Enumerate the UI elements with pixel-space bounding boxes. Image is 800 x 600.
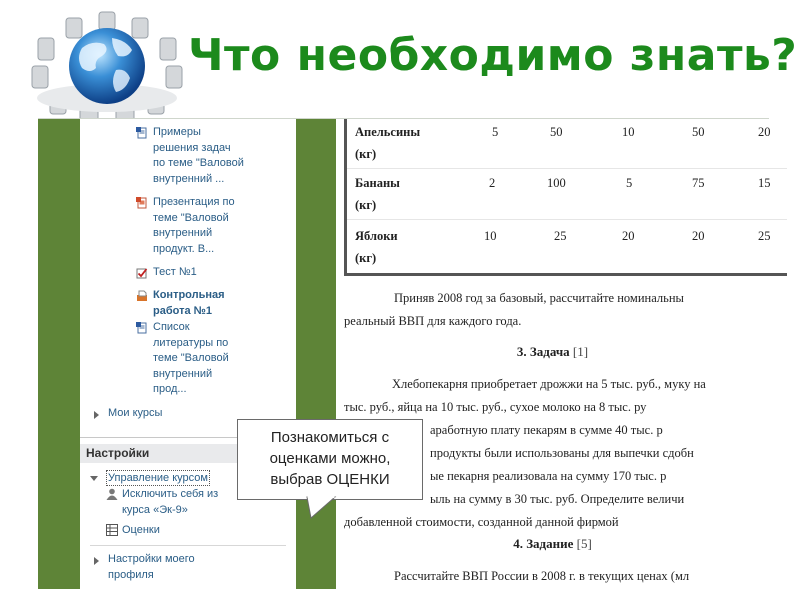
table-row-divider — [347, 168, 787, 169]
paragraph-base-year: Приняв 2008 год за базовый, рассчитайте номинальны реальный ВВП для каждого года. — [344, 291, 684, 328]
slide-title: Что необходимо знать? — [188, 30, 798, 81]
assignment-icon — [136, 290, 148, 302]
document-icon — [136, 322, 148, 334]
table-row-divider — [347, 219, 787, 220]
collapse-arrow-icon — [90, 476, 98, 481]
callout-pointer — [307, 497, 343, 519]
fruit-table: Апельсины (кг) 5 50 10 50 20 Бананы (кг) 2 100 5 75 15 Яблоки (кг) 10 25 20 20 25 — [344, 119, 787, 276]
moodle-screenshot — [38, 118, 769, 589]
navigation-pane: Примеры решения задач по теме "Валовой внутренний ... Презентация по теме "Валовой внутренний продукт. В... Тест №1 Контрольная работа №1 Список литературы по теме "Валовой внутренний прод... Мои курсы Настройки Управление курсом Исключить себя из курса «Эк-9» Оценки Настройки моего профиля — [80, 119, 296, 589]
presentation-icon — [136, 197, 148, 209]
globe-meeting-logo — [20, 8, 195, 126]
user-icon — [106, 488, 118, 500]
document-icon — [136, 127, 148, 139]
settings-block: Настройки Управление курсом Исключить себя из курса «Эк-9» Оценки Настройки моего профиля — [80, 437, 296, 590]
expand-arrow-icon — [94, 557, 99, 565]
paragraph-russia-gdp: Рассчитайте ВВП России в 2008 г. в текущих ценах (мл — [394, 569, 690, 583]
callout-box: Познакомиться с оценками можно, выбрав ОЦЕНКИ — [237, 419, 423, 500]
paragraph-bakery: Хлебопекарня приобретает дрожжи на 5 тыс. руб., муку на тыс. руб., яйца на 10 тыс. руб., сухое молоко на 8 тыс. ру аработную плату пекарям в сумме 40 тыс. р продукты были использованы для выпечки сдобн ые пекарня реализовала на сумму 170 тыс. р ыль на сумму в 30 тыс. руб. Определите величи добавленной стоимости, созданной данной фирмой — [344, 377, 706, 529]
document-pane — [336, 119, 769, 589]
task-4-heading: 4. Задание [5] — [513, 536, 592, 551]
task-3-heading: 3. Задача [1] — [516, 344, 589, 359]
settings-block-title: Настройки — [86, 446, 150, 460]
grades-table-icon — [106, 524, 118, 536]
quiz-checkmark-icon — [136, 267, 148, 279]
left-green-bar — [38, 119, 80, 589]
task-3-reference: [1] — [572, 344, 589, 359]
expand-arrow-icon — [94, 411, 99, 419]
task-4-reference: [5] — [576, 536, 592, 551]
settings-divider — [90, 545, 286, 546]
